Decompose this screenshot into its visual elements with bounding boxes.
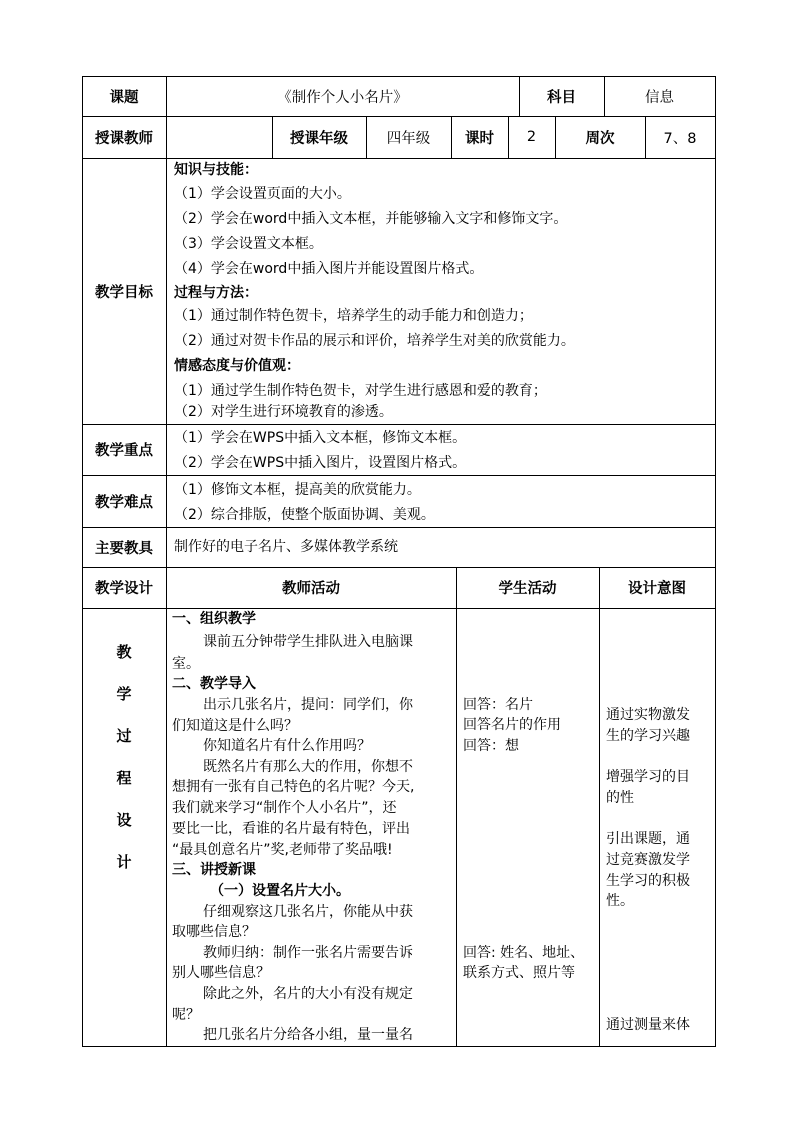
student-activity-header: 学生活动 — [498, 581, 557, 597]
teacher-line: 既然名片有那么大的作用，你想不 — [203, 759, 413, 775]
student-line: 回答：想 — [463, 738, 519, 754]
grade-label: 授课年级 — [290, 130, 348, 147]
teacher-line: 课前五分钟带学生排队进入电脑课 — [203, 634, 413, 650]
teacher-section-heading: 二、教学导入 — [172, 676, 256, 692]
teacher-line: 除此之外，名片的大小有没有规定 — [203, 986, 413, 1002]
subject-label: 科目 — [547, 89, 576, 106]
teacher-line: 取哪些信息？ — [172, 924, 256, 940]
student-line: 回答：名片 — [463, 697, 533, 713]
objective-item: （2）学会在word中插入文本框，并能够输入文字和修饰文字。 — [174, 211, 568, 227]
teacher-line: 出示几张名片，提问：同学们，你 — [203, 697, 413, 713]
design-intent-header: 设计意图 — [628, 581, 686, 597]
teacher-line: “最具创意名片”奖,老师带了奖品哦! — [172, 842, 393, 858]
process-label-char: 过 — [116, 727, 132, 745]
objective-item: （1）通过制作特色贺卡，培养学生的动手能力和创造力； — [174, 308, 533, 324]
table-border — [715, 76, 716, 1047]
objectives-label: 教学目标 — [95, 284, 153, 301]
objective-item: （3）学会设置文本框。 — [174, 236, 323, 252]
teacher-activity-header: 教师活动 — [282, 581, 340, 597]
intent-line: 生学习的积极 — [606, 873, 690, 889]
intent-line: 生的学习兴趣 — [606, 728, 690, 744]
teacher-line: 要比一比，看谁的名片最有特色，评出 — [172, 821, 410, 837]
key-points-label: 教学重点 — [95, 443, 153, 459]
week-value: 7、8 — [663, 130, 697, 147]
topic-label: 课题 — [109, 89, 139, 106]
table-border — [82, 527, 715, 528]
difficulty-item: （2）综合排版，使整个版面协调、美观。 — [174, 507, 435, 523]
teacher-line: 你知道名片有什么作用吗？ — [203, 738, 371, 754]
tools-label: 主要教具 — [95, 540, 153, 557]
process-label-char: 计 — [116, 853, 132, 871]
teacher-label: 授课教师 — [95, 130, 153, 147]
process-label-char: 学 — [116, 685, 132, 703]
objective-item: （1）通过学生制作特色贺卡，对学生进行感恩和爱的教育； — [174, 383, 547, 399]
table-border — [82, 158, 715, 159]
table-border — [599, 567, 600, 1047]
design-label: 教学设计 — [95, 581, 153, 597]
process-title: 过程与方法： — [174, 285, 258, 301]
objective-item: （2）通过对贺卡作品的展示和评价，培养学生对美的欣赏能力。 — [174, 333, 575, 349]
teacher-line: 别人哪些信息？ — [172, 965, 270, 981]
intent-line: 通过测量来体 — [606, 1017, 690, 1033]
objective-item: （2）对学生进行环境教育的渗透。 — [174, 404, 393, 420]
tools-value: 制作好的电子名片、多媒体教学系统 — [174, 539, 398, 555]
teacher-line: 想拥有一张有自己特色的名片呢？今天, — [172, 779, 415, 795]
week-label: 周次 — [585, 130, 615, 147]
difficulty-item: （1）修饰文本框，提高美的欣赏能力。 — [174, 482, 421, 498]
intent-line: 性。 — [606, 893, 634, 909]
process-label-char: 程 — [116, 769, 132, 787]
table-border — [82, 608, 715, 609]
intent-line: 过竞赛激发学 — [606, 852, 690, 868]
key-point-item: （2）学会在WPS中插入图片，设置图片格式。 — [174, 455, 467, 471]
teacher-subsection-heading: （一）设置名片大小。 — [210, 883, 350, 899]
grade-value: 四年级 — [386, 130, 431, 147]
intent-line: 引出课题，通 — [606, 831, 690, 847]
teacher-line: 仔细观察这几张名片，你能从中获 — [203, 904, 413, 920]
intent-line: 通过实物激发 — [606, 707, 690, 723]
process-label-char: 教 — [116, 643, 132, 661]
teacher-section-heading: 一、组织教学 — [172, 611, 256, 627]
student-line: 回答名片的作用 — [463, 717, 561, 733]
hours-label: 课时 — [465, 130, 494, 147]
teacher-line: 我们就来学习“制作个人小名片”，还 — [172, 800, 397, 816]
objective-item: （1）学会设置页面的大小。 — [174, 186, 351, 202]
teacher-line: 教师归纳：制作一张名片需要告诉 — [203, 945, 413, 961]
intent-line: 增强学习的目 — [606, 769, 690, 785]
intent-line: 的性 — [606, 790, 634, 806]
subject-value: 信息 — [645, 89, 674, 106]
table-border — [82, 1046, 715, 1047]
teacher-line: 把几张名片分给各小组，量一量名 — [203, 1027, 413, 1043]
teacher-section-heading: 三、讲授新课 — [172, 862, 256, 878]
table-border — [82, 424, 715, 425]
topic-value: 《制作个人小名片》 — [277, 89, 408, 106]
teacher-line: 们知道这是什么吗？ — [172, 718, 298, 734]
process-label-char: 设 — [116, 811, 132, 829]
teacher-line: 室。 — [172, 656, 200, 672]
difficulties-label: 教学难点 — [95, 494, 153, 511]
emotion-title: 情感态度与价值观： — [174, 358, 300, 374]
student-line: 联系方式、照片等 — [463, 965, 575, 981]
table-border — [166, 76, 167, 1047]
student-line: 回答: 姓名、地址、 — [463, 945, 585, 961]
key-point-item: （1）学会在WPS中插入文本框，修饰文本框。 — [174, 430, 467, 446]
teacher-line: 呢？ — [172, 1007, 200, 1023]
knowledge-title: 知识与技能： — [174, 162, 258, 178]
objective-item: （4）学会在word中插入图片并能设置图片格式。 — [174, 261, 484, 277]
table-border — [82, 475, 715, 476]
hours-value: 2 — [526, 129, 537, 145]
teacher-value — [166, 116, 272, 158]
table-border — [456, 567, 457, 1047]
